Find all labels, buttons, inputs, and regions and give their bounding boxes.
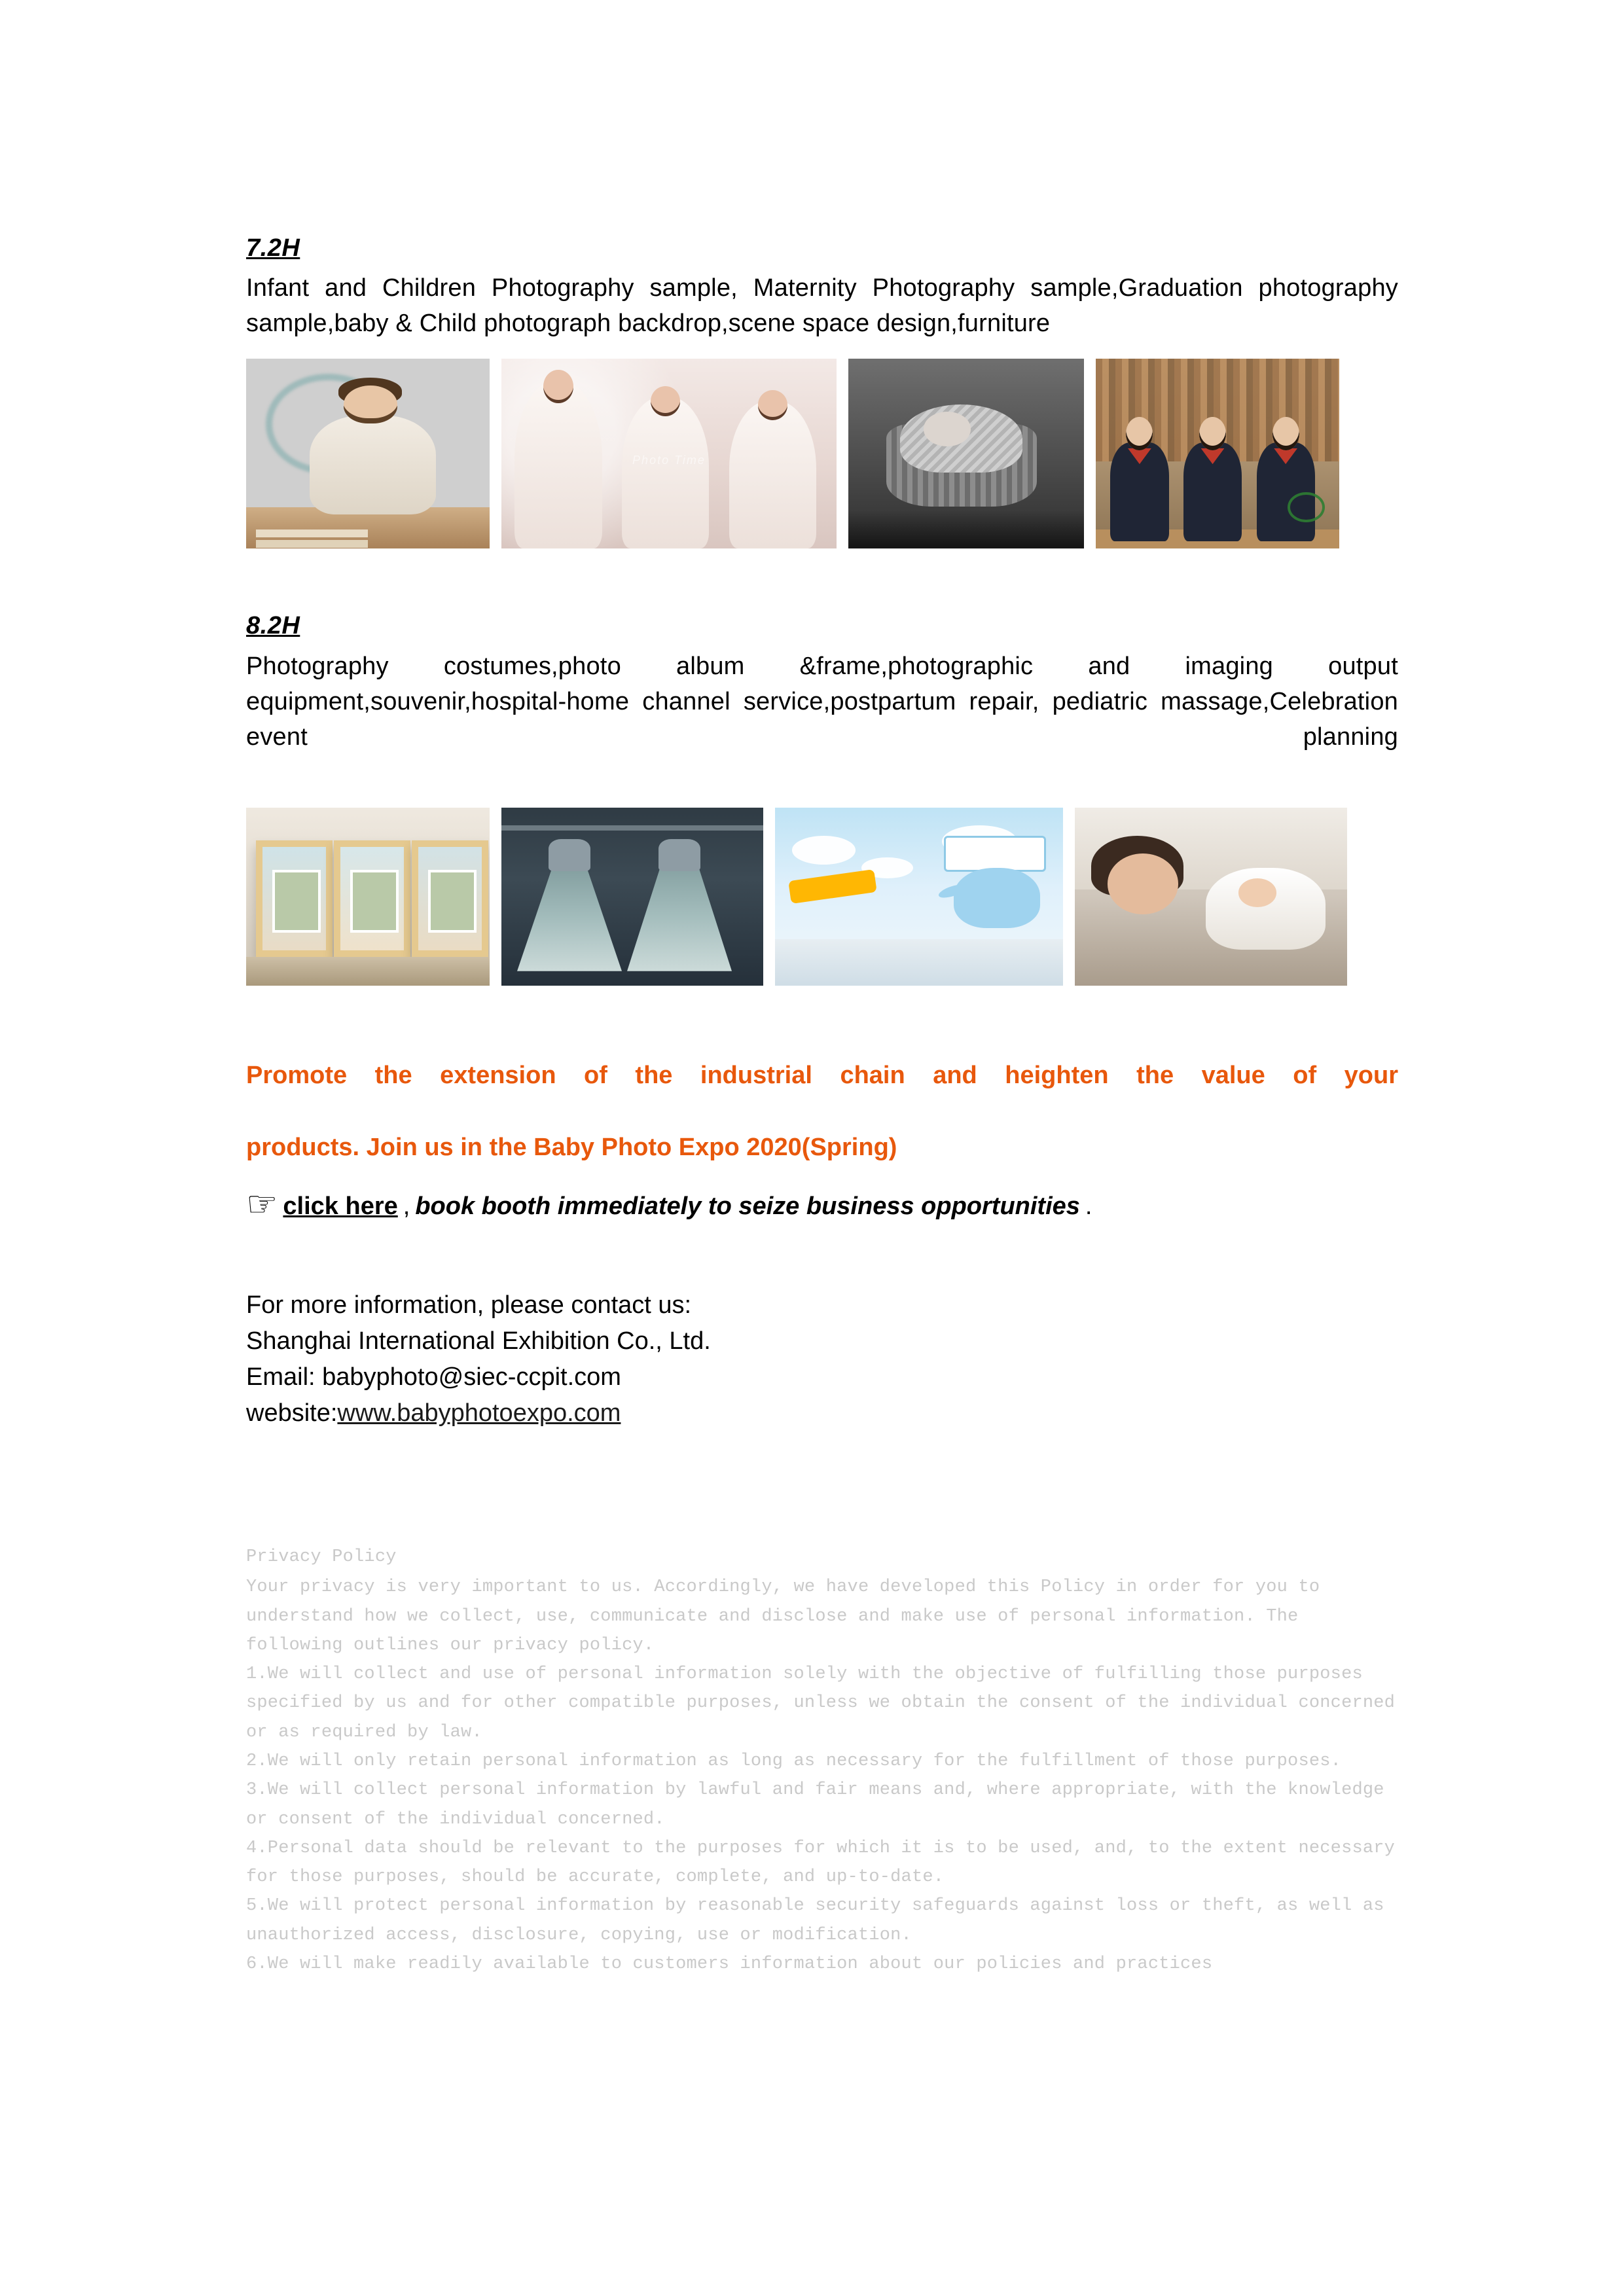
promo-line-2: products. Join us in the Baby Photo Expo 2020(Spring): [246, 1133, 897, 1161]
photo-caption: [848, 535, 1084, 545]
privacy-paragraph: 6.We will make readily available to customers information about our policies and practices: [246, 1954, 1213, 1974]
contact-company: Shanghai International Exhibition Co., Ltd.: [246, 1327, 711, 1355]
photo-caption: [501, 535, 837, 545]
photo-mother-and-newborn: [1075, 808, 1347, 986]
photo-caption: [246, 973, 490, 982]
privacy-paragraph: 3.We will collect personal information by lawful and fair means and, where appropriate, with the knowledge or consent of the individual concerned.: [246, 1780, 1384, 1829]
cta-period: .: [1085, 1193, 1092, 1221]
contact-intro: For more information, please contact us:: [246, 1291, 692, 1319]
photo-strip-8-2h: [246, 808, 1398, 986]
photo-caption: [1096, 535, 1339, 545]
cta-row: [246, 1184, 1398, 1225]
section-label-7-2h: 7.2H: [246, 234, 300, 262]
privacy-paragraph: 4.Personal data should be relevant to the purposes for which it is to be used, and, to the extent necessary for those purposes, should be accurate, complete, and up-to-date.: [246, 1838, 1396, 1888]
photo-framed-albums: [246, 808, 490, 986]
section-7-2h: [246, 232, 1398, 548]
photo-100-days-party-backdrop: [775, 808, 1063, 986]
section-description-8-2h: Photography costumes,photo album &frame,photographic and imaging output equipment,souvenir,hospital-home channel service,postpartum repair, pediatric massage,Celebration event planning: [246, 652, 1398, 751]
privacy-paragraph: 1.We will collect and use of personal information solely with the objective of fulfilling those purposes specified by us and for other compatible purposes, unless we obtain the consent of the individual concerned or as required by law.: [246, 1664, 1396, 1742]
section-description-7-2h: Infant and Children Photography sample, Maternity Photography sample,Graduation photography sample,baby & Child photograph backdrop,scene space design,furniture: [246, 274, 1398, 338]
contact-website-link[interactable]: www.babyphotoexpo.com: [337, 1399, 621, 1427]
section-label-8-2h: 8.2H: [246, 612, 300, 640]
contact-website-label: website:: [246, 1399, 338, 1427]
photo-toddler-in-dress: [246, 359, 490, 548]
photo-newborn-in-basket: [848, 359, 1084, 548]
cta-tail-text: book booth immediately to seize business opportunities: [415, 1193, 1080, 1221]
click-here-link[interactable]: click here: [283, 1193, 398, 1221]
privacy-paragraph: Your privacy is very important to us. Accordingly, we have developed this Policy in order for you to understand how we collect, use, communicate and disclose and make use of personal information. The following outlines our privacy policy.: [246, 1577, 1320, 1655]
pointing-hand-icon: ☞: [246, 1184, 278, 1224]
privacy-policy-block: [246, 1543, 1398, 1979]
cta-separator: ,: [403, 1193, 410, 1221]
contact-email-label: Email:: [246, 1363, 323, 1391]
contact-block: [246, 1287, 1398, 1431]
contact-website-row: [246, 1395, 1398, 1431]
promo-block: [246, 1058, 1398, 1166]
photo-children-dresses: [501, 808, 763, 986]
photo-caption: [1075, 973, 1347, 982]
section-8-2h: [246, 610, 1398, 985]
contact-email-value[interactable]: babyphoto@siec-ccpit.com: [322, 1363, 621, 1391]
photo-strip-7-2h: [246, 359, 1398, 548]
photo-maternity-trio: Photo Time: [501, 359, 837, 548]
photo-caption: [246, 535, 490, 545]
document-content: [246, 232, 1398, 1979]
promo-line-1: Promote the extension of the industrial chain and heighten the value of your: [246, 1061, 1398, 1089]
privacy-policy-title: Privacy Policy: [246, 1547, 397, 1568]
privacy-paragraph: 5.We will protect personal information by reasonable security safeguards against loss or theft, as well as unauthorized access, disclosure, copying, use or modification.: [246, 1896, 1384, 1945]
photo-caption: [501, 973, 763, 982]
contact-email-row: [246, 1359, 1398, 1395]
photo-caption: [775, 973, 1063, 982]
privacy-paragraph: 2.We will only retain personal information as long as necessary for the fulfillment of those purposes.: [246, 1751, 1342, 1772]
photo-schoolchildren-reading: [1096, 359, 1339, 548]
